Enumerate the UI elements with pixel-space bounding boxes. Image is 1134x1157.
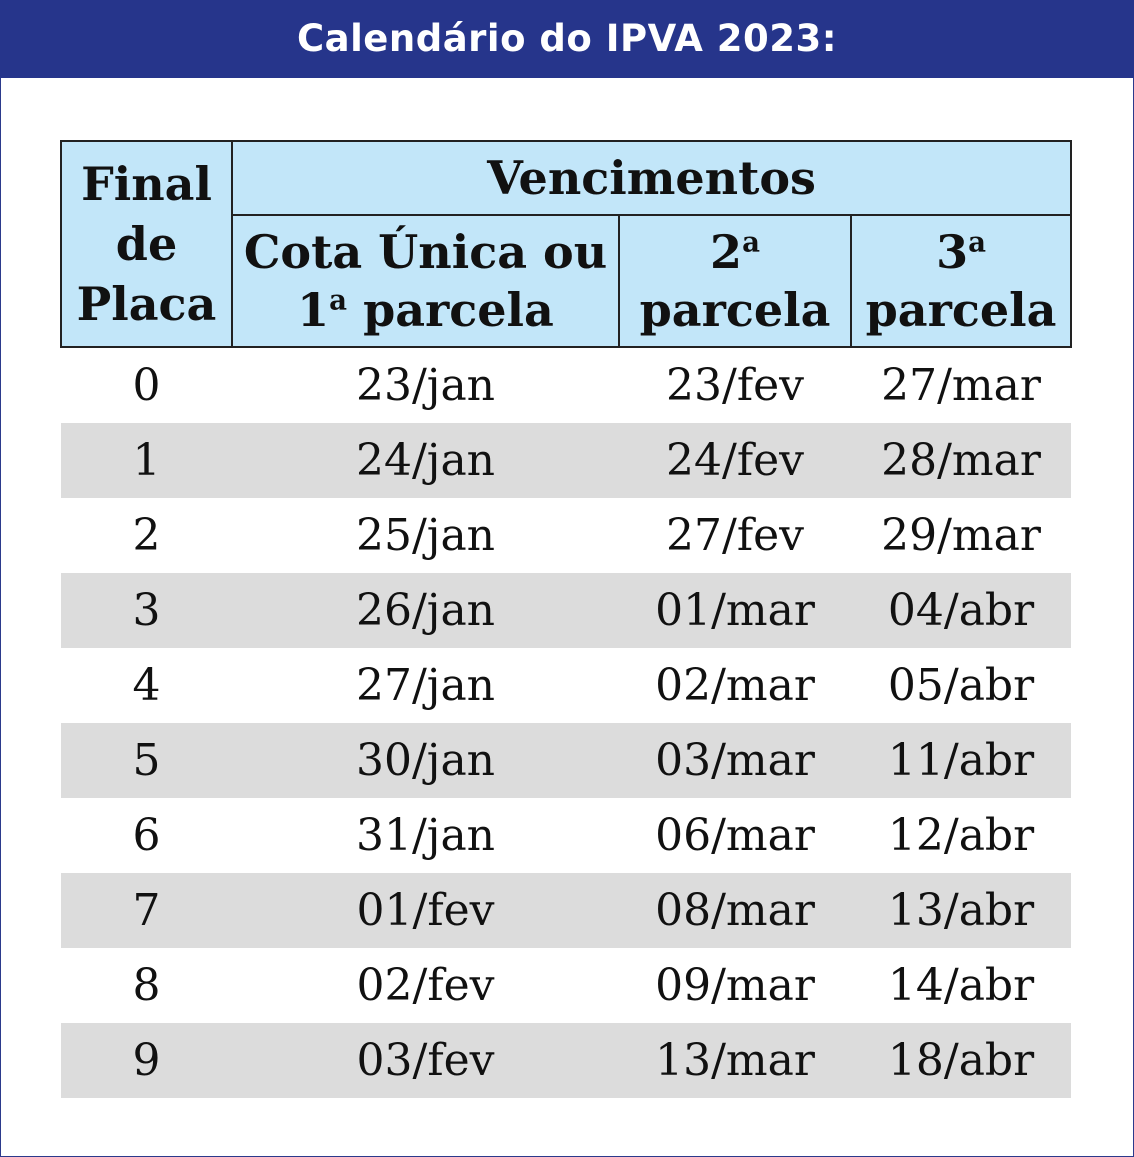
header-terceira-ordinal: a xyxy=(968,225,986,259)
header-cota-unica-line1: Cota Única ou xyxy=(243,225,608,279)
cell-final-placa: 8 xyxy=(132,960,161,1011)
ipva-calendar-table xyxy=(60,140,1072,1098)
header-segunda-num: 2 xyxy=(710,225,743,279)
cell-final-placa: 4 xyxy=(132,660,161,711)
header-final-de-placa xyxy=(61,141,232,347)
cell-cota-unica: 27/jan xyxy=(355,660,496,711)
header-de-word: de xyxy=(115,217,178,271)
cell-segunda-parcela: 02/mar xyxy=(655,660,815,711)
cell-cota-unica: 01/fev xyxy=(232,873,619,948)
page-title: Calendário do IPVA 2023: xyxy=(0,0,1134,78)
cell-final-placa: 0 xyxy=(132,360,161,411)
table-row xyxy=(61,873,1071,948)
cell-segunda-parcela: 13/mar xyxy=(619,1023,851,1098)
header-segunda-parcela xyxy=(619,215,851,347)
cell-segunda-parcela: 01/mar xyxy=(619,573,851,648)
header-cota-unica xyxy=(232,215,619,347)
cell-segunda-parcela: 09/mar xyxy=(655,960,815,1011)
table-row xyxy=(61,1023,1071,1098)
cell-terceira-parcela: 11/abr xyxy=(851,723,1071,798)
cell-segunda-parcela: 27/fev xyxy=(666,510,804,561)
cell-segunda-parcela: 23/fev xyxy=(666,360,804,411)
table-row xyxy=(61,573,1071,648)
table-row xyxy=(61,347,1071,423)
cell-final-placa: 9 xyxy=(61,1023,232,1098)
cell-segunda-parcela: 06/mar xyxy=(655,810,815,861)
cell-cota-unica: 26/jan xyxy=(232,573,619,648)
table-row xyxy=(61,423,1071,498)
cell-terceira-parcela: 14/abr xyxy=(887,960,1035,1011)
header-terceira-parcela xyxy=(851,215,1071,347)
cell-cota-unica: 24/jan xyxy=(232,423,619,498)
cell-segunda-parcela: 08/mar xyxy=(619,873,851,948)
cell-segunda-parcela: 24/fev xyxy=(619,423,851,498)
cell-cota-unica: 25/jan xyxy=(355,510,496,561)
cell-terceira-parcela: 12/abr xyxy=(887,810,1035,861)
header-terceira-num: 3 xyxy=(936,225,969,279)
table-body xyxy=(61,347,1071,1098)
header-cota-unica-num: 1 xyxy=(297,283,330,337)
table-row xyxy=(61,948,1071,1023)
cell-cota-unica: 30/jan xyxy=(232,723,619,798)
cell-terceira-parcela: 27/mar xyxy=(881,360,1041,411)
header-placa-word: Placa xyxy=(76,277,217,331)
cell-terceira-parcela: 29/mar xyxy=(881,510,1041,561)
cell-final-placa: 6 xyxy=(132,810,161,861)
header-final-word: Final xyxy=(81,157,212,211)
header-cota-unica-parcela: parcela xyxy=(347,283,554,337)
header-terceira-parcela-word: parcela xyxy=(865,283,1057,337)
cell-cota-unica: 31/jan xyxy=(355,810,496,861)
cell-terceira-parcela: 18/abr xyxy=(851,1023,1071,1098)
cell-final-placa: 5 xyxy=(61,723,232,798)
cell-terceira-parcela: 04/abr xyxy=(851,573,1071,648)
table-header xyxy=(61,141,1071,347)
header-segunda-ordinal: a xyxy=(742,225,760,259)
cell-cota-unica: 03/fev xyxy=(232,1023,619,1098)
table-row xyxy=(61,498,1071,573)
header-vencimentos: Vencimentos xyxy=(232,141,1071,215)
cell-cota-unica: 23/jan xyxy=(355,360,496,411)
table-row xyxy=(61,648,1071,723)
cell-terceira-parcela: 13/abr xyxy=(851,873,1071,948)
cell-final-placa: 3 xyxy=(61,573,232,648)
header-segunda-parcela-word: parcela xyxy=(639,283,831,337)
cell-final-placa: 2 xyxy=(132,510,161,561)
cell-terceira-parcela: 05/abr xyxy=(887,660,1035,711)
table-row xyxy=(61,798,1071,873)
cell-final-placa: 1 xyxy=(61,423,232,498)
table-row xyxy=(61,723,1071,798)
header-cota-unica-ordinal: a xyxy=(329,283,348,317)
cell-terceira-parcela: 28/mar xyxy=(851,423,1071,498)
cell-cota-unica: 02/fev xyxy=(356,960,495,1011)
ipva-calendar-table-container xyxy=(60,140,1070,1098)
cell-segunda-parcela: 03/mar xyxy=(619,723,851,798)
cell-final-placa: 7 xyxy=(61,873,232,948)
